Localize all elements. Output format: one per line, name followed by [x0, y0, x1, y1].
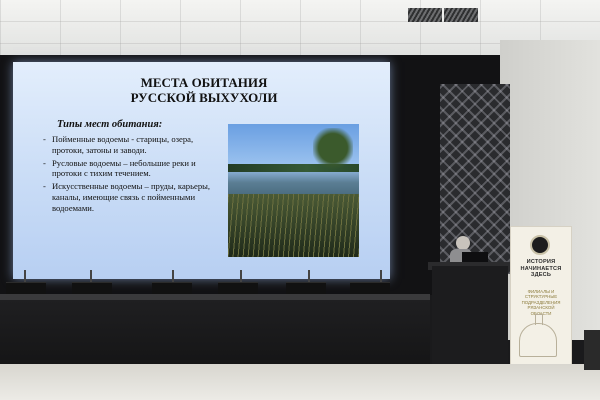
speaker-head — [456, 236, 470, 250]
roll-up-banner — [510, 226, 572, 366]
speaker-stand — [584, 330, 600, 370]
stage-floor — [0, 364, 600, 400]
photo-tree — [313, 128, 353, 178]
projection-screen — [13, 62, 390, 279]
slide-title: МЕСТА ОБИТАНИЯ РУССКОЙ ВЫХУХОЛИ — [130, 75, 278, 105]
photo-reeds — [228, 194, 359, 257]
podium — [432, 266, 508, 364]
museum-emblem-icon — [530, 235, 550, 255]
slide-bullet: - Искусственные водоемы – пруды, карьеры, каналы, имеющие связь с пойменными водоемами. — [43, 181, 223, 213]
banner-title: ИСТОРИЯ НАЧИНАЕТСЯ ЗДЕСЬ — [520, 259, 562, 278]
ceiling-vent — [408, 8, 442, 22]
presidium-desk — [0, 300, 430, 366]
patterned-wall-panel — [440, 84, 510, 274]
lake-with-reeds-photo — [228, 124, 359, 257]
slide-bullet: - Русловые водоемы – небольшие реки и протоки с тихим течением. — [43, 158, 223, 180]
slide-subtitle: Типы мест обитания: — [57, 119, 163, 130]
ceiling-vent — [444, 8, 478, 22]
banner-subtitle: ФИЛИАЛЫ И СТРУКТУРНЫЕ ПОДРАЗДЕЛЕНИЯ РЯЗАНСКОЙ ОБЛАСТИ — [521, 289, 561, 316]
building-drawing — [519, 323, 557, 357]
slide-bullet-list — [43, 134, 223, 216]
slide-bullet: - Пойменные водоемы - старицы, озера, протоки, затоны и заводи. — [43, 134, 223, 156]
